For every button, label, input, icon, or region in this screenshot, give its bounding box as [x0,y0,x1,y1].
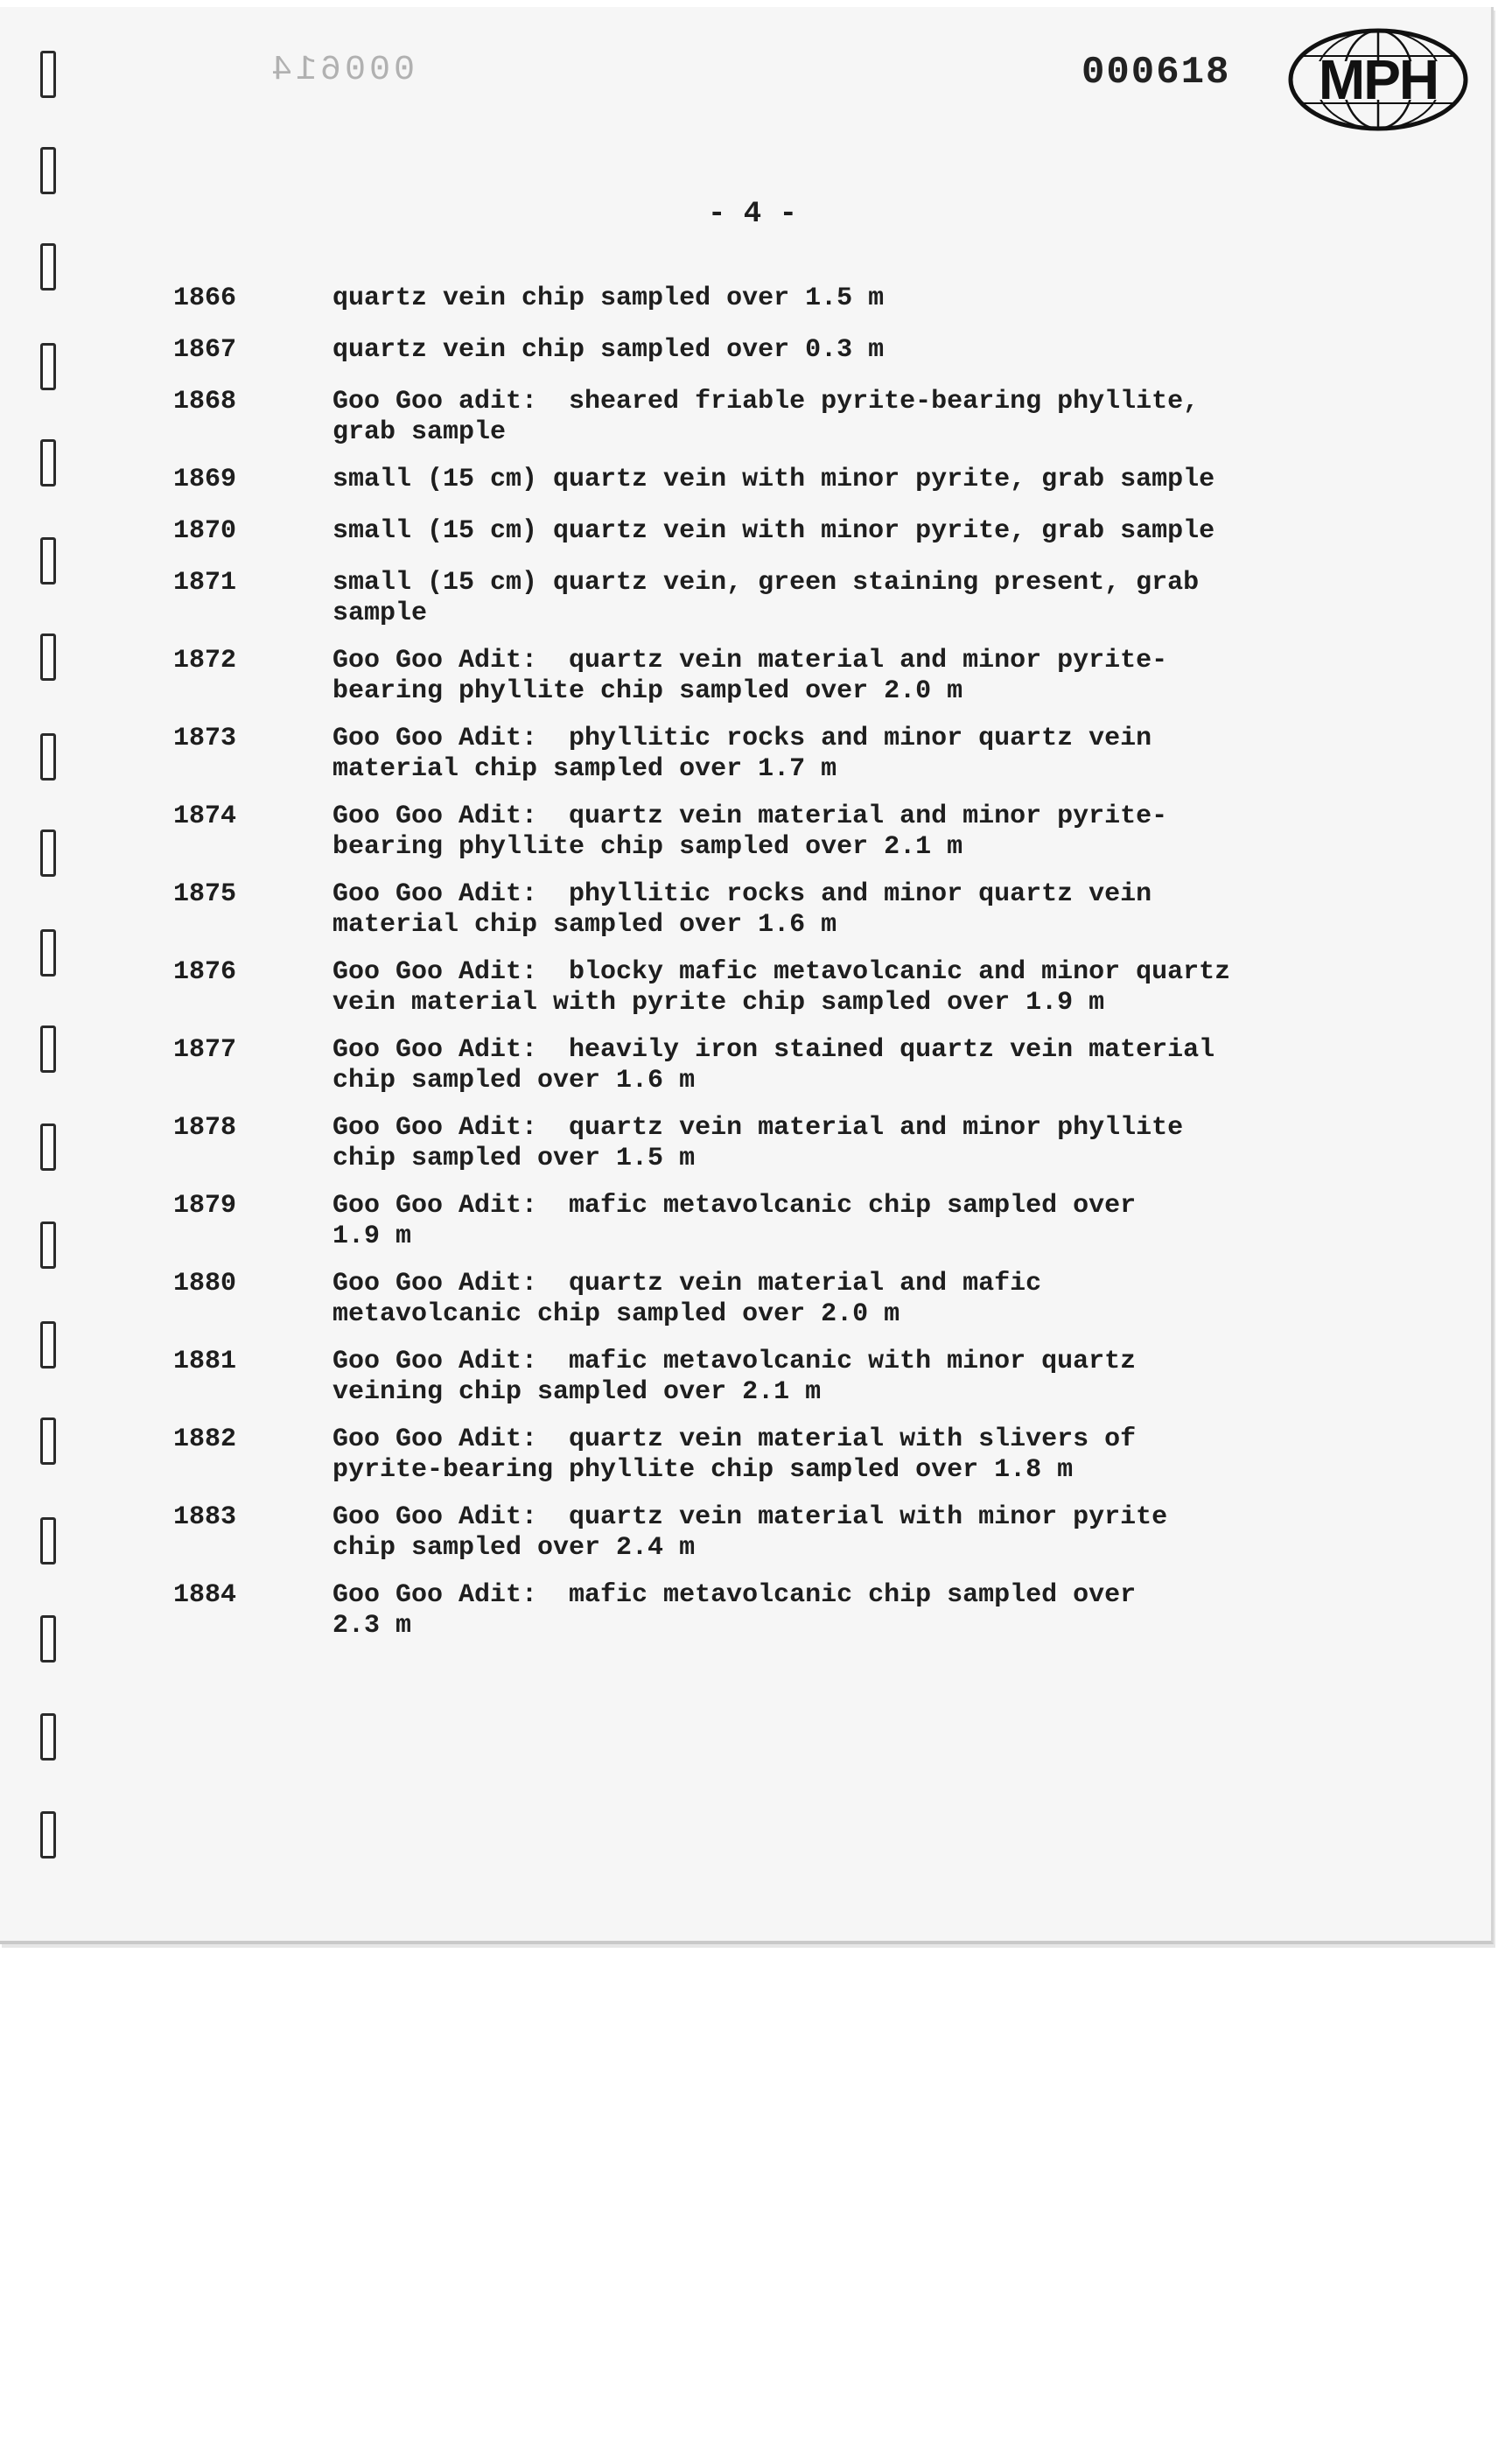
sample-entry [166,1269,1391,1330]
sample-entry [166,879,1391,941]
sample-number: 1877 [173,1035,237,1065]
punch-hole [40,1222,56,1269]
sample-description: small (15 cm) quartz vein with minor pyrite, grab sample [332,465,1215,494]
sample-entry [166,335,1391,370]
punch-hole [40,1713,56,1760]
sample-number: 1876 [173,957,237,987]
sample-entry [166,1035,1391,1096]
sample-entry [166,1424,1391,1486]
faint-stamp-number: 000614 [268,51,416,90]
sample-number: 1883 [173,1502,237,1532]
sample-number: 1868 [173,387,237,416]
sample-description: quartz vein chip sampled over 0.3 m [332,335,885,365]
page-number: - 4 - [707,198,798,231]
punch-hole [40,830,56,877]
sample-description: Goo Goo Adit: quartz vein material and minor pyrite- bearing phyllite chip sampled over 2.1 m [332,802,1168,862]
punch-hole-column [35,7,70,1932]
punch-hole [40,1517,56,1564]
sample-number: 1867 [173,335,237,365]
logo-text: MPH [1318,48,1438,111]
sample-number: 1878 [173,1113,237,1143]
sample-description: Goo Goo Adit: phyllitic rocks and minor quartz vein material chip sampled over 1.7 m [332,724,1152,784]
punch-hole [40,1418,56,1465]
mph-logo [1286,24,1470,135]
sample-number: 1866 [173,284,237,313]
punch-hole [40,439,56,486]
sample-number: 1871 [173,568,237,598]
sample-entry [166,802,1391,863]
sample-description: Goo Goo Adit: phyllitic rocks and minor quartz vein material chip sampled over 1.6 m [332,879,1152,940]
sample-description: Goo Goo Adit: quartz vein material with slivers of pyrite-bearing phyllite chip sampled over 1.8 m [332,1424,1137,1485]
sample-list [166,284,1391,1658]
sample-description: Goo Goo Adit: quartz vein material and mafic metavolcanic chip sampled over 2.0 m [332,1269,1042,1329]
sample-description: Goo Goo Adit: heavily iron stained quartz vein material chip sampled over 1.6 m [332,1035,1215,1096]
sample-number: 1884 [173,1580,237,1610]
sample-entry [166,568,1391,629]
sample-entry [166,724,1391,785]
sample-description: Goo Goo Adit: mafic metavolcanic chip sampled over 1.9 m [332,1191,1137,1251]
sample-number: 1870 [173,516,237,546]
sample-number: 1881 [173,1347,237,1376]
sample-entry [166,1502,1391,1564]
sample-number: 1873 [173,724,237,753]
punch-hole [40,1811,56,1858]
punch-hole [40,537,56,584]
sample-entry [166,646,1391,707]
sample-entry [166,1113,1391,1174]
sample-number: 1874 [173,802,237,831]
sample-number: 1869 [173,465,237,494]
punch-hole [40,343,56,390]
sample-number: 1880 [173,1269,237,1298]
punch-hole [40,733,56,780]
sample-entry [166,957,1391,1018]
sample-description: Goo Goo Adit: mafic metavolcanic with minor quartz veining chip sampled over 2.1 m [332,1347,1137,1407]
sample-number: 1879 [173,1191,237,1221]
sample-entry [166,1580,1391,1642]
sample-number: 1875 [173,879,237,909]
punch-hole [40,147,56,194]
sample-description: Goo Goo Adit: blocky mafic metavolcanic and minor quartz vein material with pyrite chip sampled over 1.9 m [332,957,1231,1018]
sample-description: small (15 cm) quartz vein with minor pyrite, grab sample [332,516,1215,546]
sample-entry [166,387,1391,448]
sample-entry [166,1191,1391,1252]
sample-entry [166,516,1391,551]
sample-description: Goo Goo Adit: mafic metavolcanic chip sampled over 2.3 m [332,1580,1137,1641]
punch-hole [40,634,56,681]
sample-description: Goo Goo Adit: quartz vein material and minor pyrite- bearing phyllite chip sampled over 2.0 m [332,646,1168,706]
sample-entry [166,284,1391,318]
sample-description: Goo Goo Adit: quartz vein material and minor phyllite chip sampled over 1.5 m [332,1113,1184,1173]
punch-hole [40,1321,56,1368]
punch-hole [40,1124,56,1171]
punch-hole [40,51,56,98]
sample-entry [166,465,1391,500]
punch-hole [40,1026,56,1073]
sample-entry [166,1347,1391,1408]
sample-number: 1872 [173,646,237,676]
document-number: 000618 [1082,51,1231,94]
document-page [0,7,1494,1944]
sample-number: 1882 [173,1424,237,1454]
punch-hole [40,1615,56,1662]
sample-description: quartz vein chip sampled over 1.5 m [332,284,885,313]
sample-description: small (15 cm) quartz vein, green staining present, grab sample [332,568,1200,628]
sample-description: Goo Goo adit: sheared friable pyrite-bearing phyllite, grab sample [332,387,1200,447]
punch-hole [40,929,56,976]
sample-description: Goo Goo Adit: quartz vein material with minor pyrite chip sampled over 2.4 m [332,1502,1168,1563]
punch-hole [40,243,56,290]
